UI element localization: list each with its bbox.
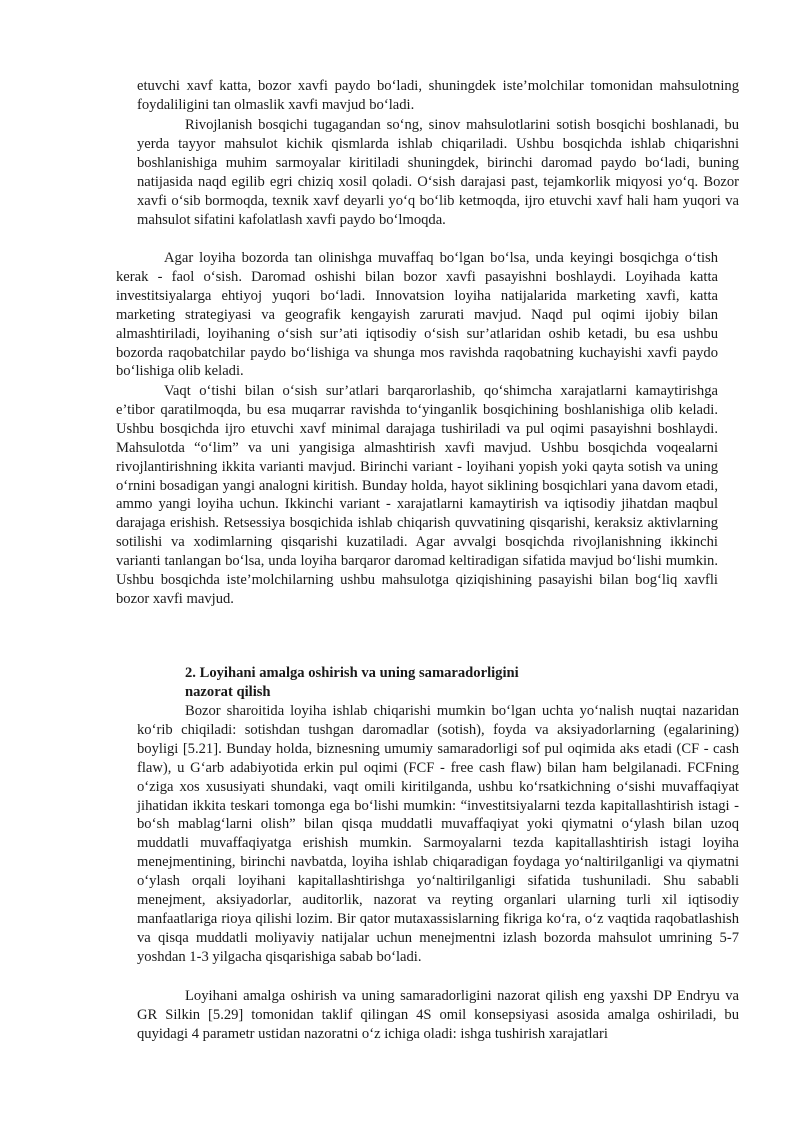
paragraph-development-stage: Rivojlanish bosqichi tugagandan so‘ng, sinov mahsulotlarini sotish bosqichi boshlanadi, bu yerda tayyor mahsulot kichik qismlarda ishlab chiqariladi. Ushbu bosqichda ishlab chiqarishni boshlanishiga muhim sarmoyalar kiritiladi shuningdek, birinchi daromad paydo bo‘ladi, buning natijasida naqd egilib egri chiziq xosil qoladi. O‘sish darajasi past, tejamkorlik miqyosi yo‘q. Bozor xavfi o‘sib bormoqda, texnik xavf deyarli yo‘q bo‘lib ketmoqda, ijro etuvchi xavf hali ham yuqori va mahsulot sifatini kafolatlash xavfi paydo bo‘lmoqda.: [137, 117, 739, 228]
paragraph-continuation: etuvchi xavf katta, bozor xavfi paydo bo‘ladi, shuningdek iste’molchilar tomonidan mahsulotning foydaliligini tan olmaslik xavfi mavjud bo‘ladi.: [137, 78, 739, 113]
paragraph-active-growth: Agar loyiha bozorda tan olinishga muvaffaq bo‘lgan bo‘lsa, unda keyingi bosqichga o‘tish kerak - faol o‘sish. Daromad oshishi bilan bozor xavfi pasayishni boshlaydi. Loyihada katta investitsiyalarga ehtiyoj yuqori bo‘ladi. Innovatsion loyiha natijalarida marketing xavfi, katta marketing strategiyasi va geografik kengayish zarurati mavjud. Naqd pul oqimi ijobiy bilan almashtiriladi, loyihaning o‘sish sur’ati iqtisodiy o‘sish sur’atlaridan oshib ketadi, bu esa ushbu bozorda raqobatchilar paydo bo‘lishiga va shunga mos ravishda raqobatning kuchayishi xavfi paydo bo‘lishiga olib keladi.: [116, 250, 718, 380]
paragraph-saturation-stage: Vaqt o‘tishi bilan o‘sish sur’atlari barqarorlashib, qo‘shimcha xarajatlarni kamaytirishga e’tibor qaratilmoqda, bu esa muqarrar ravishda to‘yinganlik bosqichining boshlanishiga olib keladi. Ushbu bosqichda ijro etuvchi xavf minimal darajaga tushiriladi va pul oqimi pasayishni boshlaydi. Mahsulotda “o‘lim” va uni yangisiga almashtirish xavfi mavjud. Ushbu bosqichda voqealarni rivojlantirishning ikkita varianti mavjud. Birinchi variant - loyihani yopish yoki qayta sotish va uning o‘rnini bosadigan yangi analogni kiritish. Bunday holda, hayot siklining bosqichlari yana davom etadi, ammo yangi loyiha uchun. Ikkinchi variant - xarajatlarni kamaytirish va iqtisodiy jihatdan maqbul darajaga erishish. Retsessiya bosqichida ishlab chiqarish quvvatining qisqarishi, keraksiz aktivlarning sotilishi va xodimlarning qisqarishi kuzatiladi. Agar avvalgi bosqichda rivojlanishning ikkinchi varianti tanlangan bo‘lsa, unda loyiha barqaror daromad keltiradigan sifatida mavjud bo‘lishi mumkin. Ushbu bosqichda iste’molchilarning ushbu mahsulotga qiziqishining pasayishi bilan bog‘liq xavfli bozor xavfi mavjud.: [116, 383, 718, 607]
section-heading: [185, 664, 655, 702]
paragraph-market-conditions: Bozor sharoitida loyiha ishlab chiqarishi mumkin bo‘lgan uchta yo‘nalish nuqtai nazaridan ko‘rib chiqiladi: sotishdan tushgan daromadlar (sotish), foyda va aksiyadorlarning (egalarining) boyligi [5.21]. Bunday holda, biznesning umumiy samaradorligi sof pul oqimida aks etadi (CF - cash flaw), u G‘arb adabiyotida erkin pul oqimi (FCF - free cash flaw) bilan ham belgilanadi. FCFning o‘ziga xos xususiyati shundaki, vaqt omili kiritilganda, ushbu ko‘rsatkichning o‘sishi muvaffaqiyat jihatidan ikkita teskari tomonga ega bo‘lishi mumkin: “investitsiyalarni tezda kapitallashtirish istagi - bo‘sh mablag‘larni olish” bilan qisqa muddatli muvaffaqiyat yoki qiymatni o‘ylash bilan uzoq muddatli muvaffaqiyatga erishish mumkin. Sarmoyalarni tezda kapitallashtirish istagi loyiha menejmentining, birinchi navbatda, loyiha ishlab chiqaradigan foydaga yo‘naltirilganligi va qiymatni o‘ylash orqali loyihani kapitallashtirishga yo‘naltirilganligi sifatida tushuniladi. Shu sababli menejment, aksiyadorlar, auditorlik, nazorat va reyting organlari ularning turli xil iqtisodiy manfaatlariga rioya qilishi lozim. Bir qator mutaxassislarning fikriga ko‘ra, o‘z vaqtida raqobatlashish va qisqa muddatli moliyaviy natijalar uchun menejmentni izlash bozorda mahsulot umrining 5-7 yoshdan 1-3 yilgacha qisqarishiga sabab bo‘ladi.: [137, 703, 739, 965]
paragraph-4s-concept: Loyihani amalga oshirish va uning samaradorligini nazorat qilish eng yaxshi DP Endryu va GR Silkin [5.29] tomonidan taklif qilingan 4S omil konsepsiyasi asosida amalga oshiriladi, bu quyidagi 4 parametr ustidan nazoratni o‘z ichiga oladi: ishga tushirish xarajatlari: [137, 988, 739, 1042]
section-heading-line1: 2. Loyihani amalga oshirish va uning samaradorligini: [185, 665, 519, 681]
section-heading-line2: nazorat qilish: [185, 683, 271, 700]
